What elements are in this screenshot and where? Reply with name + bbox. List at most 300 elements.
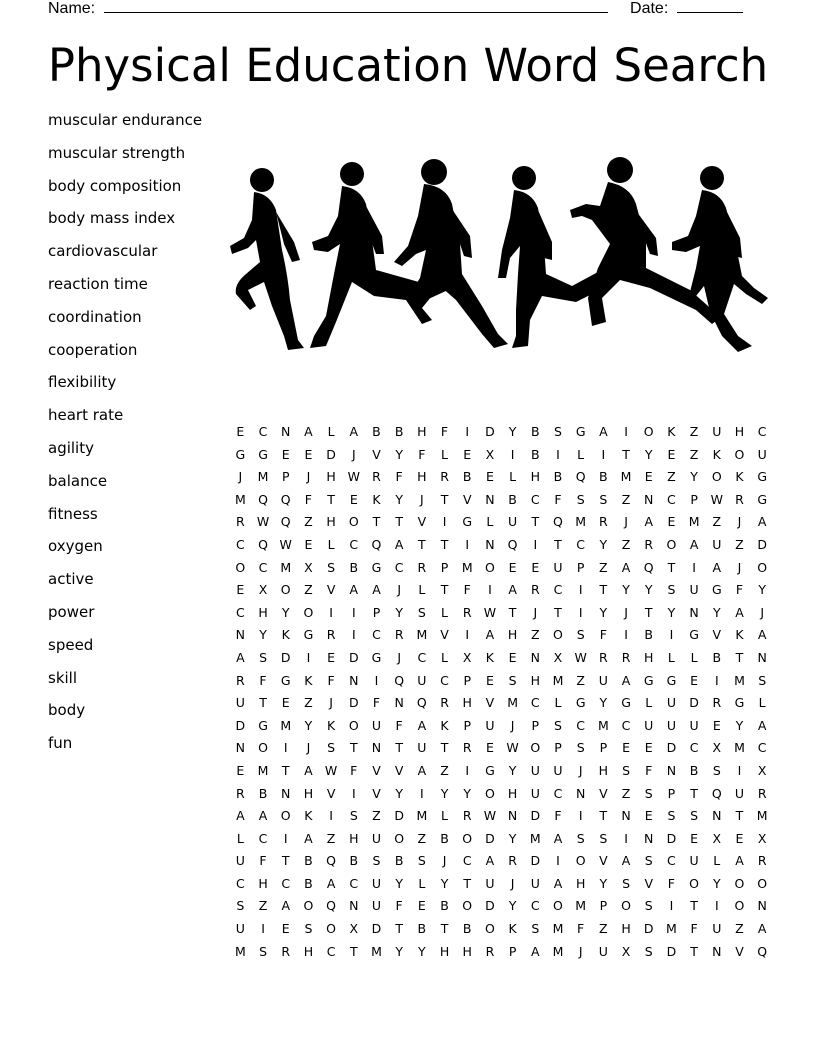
grid-letter[interactable]: X [757,830,767,846]
grid-letter[interactable]: J [397,582,401,598]
grid-letter[interactable]: N [644,491,654,507]
grid-letter[interactable]: Z [576,672,585,688]
grid-letter[interactable]: Q [280,491,291,507]
grid-letter[interactable]: Z [304,582,313,598]
grid-letter[interactable]: J [351,446,356,462]
grid-letter[interactable]: A [417,717,427,733]
grid-letter[interactable]: B [349,559,359,575]
grid-letter[interactable]: E [485,469,494,485]
grid-letter[interactable]: A [258,808,268,824]
grid-letter[interactable]: X [757,762,767,778]
grid-letter[interactable]: E [485,740,494,756]
grid-letter[interactable]: C [667,491,676,507]
grid-letter[interactable]: D [394,808,404,824]
grid-letter[interactable]: Z [712,514,722,530]
grid-letter[interactable]: R [599,514,608,530]
grid-letter[interactable]: T [440,582,449,598]
grid-letter[interactable]: B [599,469,608,485]
grid-letter[interactable]: J [737,514,742,530]
grid-letter[interactable]: L [327,536,335,552]
grid-letter[interactable]: E [417,898,426,914]
grid-letter[interactable]: Y [395,446,403,462]
grid-letter[interactable]: U [666,695,676,711]
grid-letter[interactable]: A [757,717,767,733]
grid-letter[interactable]: L [645,695,653,711]
grid-letter[interactable]: N [712,943,722,959]
grid-letter[interactable]: B [508,491,517,507]
grid-letter[interactable]: M [507,695,518,711]
grid-letter[interactable]: H [575,875,586,891]
grid-letter[interactable]: I [624,830,628,846]
grid-letter[interactable]: Y [667,604,676,620]
grid-letter[interactable]: G [462,514,473,530]
grid-letter[interactable]: N [575,785,586,801]
grid-letter[interactable]: I [556,446,560,462]
grid-letter[interactable]: Z [326,830,336,846]
grid-letter[interactable]: W [710,491,723,507]
grid-letter[interactable]: X [712,830,722,846]
grid-letter[interactable]: J [624,604,628,620]
grid-letter[interactable]: N [349,898,359,914]
grid-letter[interactable]: N [235,627,246,643]
grid-letter[interactable]: I [261,921,265,937]
grid-letter[interactable]: I [329,808,333,824]
grid-letter[interactable]: Z [304,514,313,530]
grid-letter[interactable]: A [326,875,336,891]
grid-letter[interactable]: F [554,491,562,507]
grid-letter[interactable]: V [599,853,608,869]
grid-letter[interactable]: T [644,604,653,620]
grid-letter[interactable]: Y [712,875,721,891]
grid-letter[interactable]: Q [258,536,268,552]
grid-letter[interactable]: U [666,717,676,733]
grid-letter[interactable]: F [554,808,562,824]
name-blank-line[interactable] [104,0,608,13]
grid-letter[interactable]: O [689,875,700,891]
grid-letter[interactable]: L [441,604,449,620]
grid-letter[interactable]: F [350,762,358,778]
grid-letter[interactable]: E [304,536,313,552]
grid-letter[interactable]: U [712,424,722,439]
grid-letter[interactable]: Q [326,898,337,914]
grid-letter[interactable]: M [234,491,246,507]
grid-letter[interactable]: F [690,921,698,937]
grid-letter[interactable]: O [553,898,563,914]
grid-letter[interactable]: A [757,921,767,937]
grid-letter[interactable]: O [326,921,337,937]
grid-letter[interactable]: E [644,469,653,485]
grid-letter[interactable]: R [757,785,767,801]
grid-letter[interactable]: Y [463,785,472,801]
grid-letter[interactable]: H [734,424,745,439]
grid-letter[interactable]: F [395,898,403,914]
grid-letter[interactable]: S [622,875,630,891]
grid-letter[interactable]: I [306,649,311,665]
grid-letter[interactable]: J [397,649,401,665]
grid-letter[interactable]: F [395,717,403,733]
grid-letter[interactable]: B [462,921,472,937]
grid-letter[interactable]: K [440,717,449,733]
grid-letter[interactable]: Q [575,469,586,485]
grid-letter[interactable]: S [349,808,358,824]
grid-letter[interactable]: J [442,853,447,869]
grid-letter[interactable]: V [372,785,381,801]
grid-letter[interactable]: I [465,627,470,643]
grid-letter[interactable]: M [416,808,428,824]
grid-letter[interactable]: U [712,536,722,552]
grid-letter[interactable]: U [553,762,563,778]
grid-letter[interactable]: X [462,649,472,665]
grid-letter[interactable]: Z [735,921,744,937]
grid-letter[interactable]: Y [440,875,449,891]
grid-letter[interactable]: T [554,604,562,620]
grid-letter[interactable]: B [712,649,722,665]
grid-letter[interactable]: Y [644,446,653,462]
grid-letter[interactable]: Z [372,808,381,824]
grid-letter[interactable]: Z [621,536,631,552]
grid-letter[interactable]: A [621,853,631,869]
grid-letter[interactable]: W [483,604,497,620]
grid-letter[interactable]: Y [599,604,608,620]
grid-letter[interactable]: G [757,469,767,485]
grid-letter[interactable]: E [531,559,540,575]
grid-letter[interactable]: Y [395,943,403,959]
grid-letter[interactable]: J [238,469,243,485]
grid-letter[interactable]: I [669,627,674,643]
grid-letter[interactable]: R [440,469,449,485]
grid-letter[interactable]: A [485,627,495,643]
grid-letter[interactable]: B [644,627,653,643]
grid-letter[interactable]: I [351,604,356,620]
grid-letter[interactable]: L [509,469,517,485]
grid-letter[interactable]: C [258,559,268,575]
grid-letter[interactable]: Q [643,559,654,575]
grid-letter[interactable]: I [533,536,538,552]
grid-letter[interactable]: U [371,875,382,891]
grid-letter[interactable]: K [304,808,313,824]
grid-letter[interactable]: D [666,830,677,846]
grid-letter[interactable]: D [757,536,767,552]
grid-letter[interactable]: G [734,695,745,711]
grid-letter[interactable]: T [395,514,403,530]
grid-letter[interactable]: A [485,853,495,869]
grid-letter[interactable]: K [508,921,517,937]
grid-letter[interactable]: D [689,695,699,711]
grid-letter[interactable]: T [440,921,449,937]
grid-letter[interactable]: D [485,830,495,846]
grid-letter[interactable]: K [667,424,676,439]
grid-letter[interactable]: A [304,830,313,846]
grid-letter[interactable]: U [553,559,563,575]
grid-letter[interactable]: V [462,491,472,507]
grid-letter[interactable]: W [506,740,519,756]
grid-letter[interactable]: T [281,853,290,869]
grid-letter[interactable]: V [644,875,653,891]
grid-letter[interactable]: U [371,717,382,733]
grid-letter[interactable]: C [530,695,540,711]
grid-letter[interactable]: U [712,921,722,937]
grid-letter[interactable]: V [394,762,404,778]
grid-letter[interactable]: M [575,514,587,530]
grid-letter[interactable]: L [577,446,585,462]
grid-letter[interactable]: M [529,830,541,846]
grid-letter[interactable]: R [372,469,381,485]
grid-letter[interactable]: V [326,785,336,801]
grid-letter[interactable]: R [485,943,495,959]
grid-letter[interactable]: S [554,717,562,733]
grid-letter[interactable]: S [236,898,245,914]
grid-letter[interactable]: Z [599,921,608,937]
grid-letter[interactable]: M [688,514,700,530]
grid-letter[interactable]: U [734,785,745,801]
grid-letter[interactable]: V [599,785,608,801]
grid-letter[interactable]: R [326,627,336,643]
grid-letter[interactable]: X [258,582,268,598]
grid-letter[interactable]: Z [735,536,744,552]
grid-letter[interactable]: G [666,672,677,688]
grid-letter[interactable]: C [258,424,268,439]
grid-letter[interactable]: L [418,582,426,598]
grid-letter[interactable]: W [324,762,338,778]
grid-letter[interactable]: N [644,830,654,846]
grid-letter[interactable]: K [712,446,721,462]
grid-letter[interactable]: P [690,491,698,507]
grid-letter[interactable]: O [666,536,677,552]
grid-letter[interactable]: G [371,649,382,665]
grid-letter[interactable]: L [554,695,562,711]
grid-letter[interactable]: O [757,875,768,891]
grid-letter[interactable]: A [394,536,404,552]
grid-letter[interactable]: T [395,740,403,756]
grid-letter[interactable]: N [757,649,767,665]
grid-letter[interactable]: P [576,559,585,575]
grid-letter[interactable]: T [667,559,676,575]
date-blank-line[interactable] [677,0,743,13]
grid-letter[interactable]: M [597,717,609,733]
grid-letter[interactable]: P [281,469,290,485]
grid-letter[interactable]: U [530,762,540,778]
grid-letter[interactable]: J [420,491,424,507]
grid-letter[interactable]: S [554,424,562,439]
grid-letter[interactable]: E [281,695,290,711]
grid-letter[interactable]: L [667,649,675,665]
grid-letter[interactable]: I [488,582,492,598]
grid-letter[interactable]: C [235,536,245,552]
grid-letter[interactable]: A [621,559,631,575]
grid-letter[interactable]: I [351,785,356,801]
grid-letter[interactable]: N [485,491,495,507]
grid-letter[interactable]: Z [621,491,631,507]
grid-letter[interactable]: V [440,627,449,643]
grid-letter[interactable]: G [689,627,699,643]
grid-letter[interactable]: B [462,469,472,485]
grid-letter[interactable]: S [531,921,540,937]
grid-letter[interactable]: C [621,717,631,733]
grid-letter[interactable]: E [508,559,517,575]
grid-letter[interactable]: M [575,898,587,914]
grid-letter[interactable]: I [283,830,288,846]
grid-letter[interactable]: S [417,853,426,869]
grid-letter[interactable]: H [326,514,336,530]
grid-letter[interactable]: E [667,514,676,530]
grid-letter[interactable]: J [578,762,583,778]
grid-letter[interactable]: C [757,424,767,439]
grid-letter[interactable]: C [440,672,449,688]
grid-letter[interactable]: L [236,830,244,846]
grid-letter[interactable]: O [734,446,745,462]
grid-letter[interactable]: U [598,943,608,959]
grid-letter[interactable]: R [621,649,631,665]
grid-letter[interactable]: D [485,424,495,439]
grid-letter[interactable]: S [599,830,608,846]
grid-letter[interactable]: Z [258,898,268,914]
grid-letter[interactable]: Y [508,424,517,439]
grid-letter[interactable]: A [553,875,563,891]
grid-letter[interactable]: I [351,627,356,643]
grid-letter[interactable]: F [440,424,449,439]
grid-letter[interactable]: G [235,446,246,462]
grid-letter[interactable]: U [644,717,654,733]
grid-letter[interactable]: U [235,921,245,937]
grid-letter[interactable]: Q [394,672,405,688]
grid-letter[interactable]: P [463,672,471,688]
grid-letter[interactable]: N [371,740,382,756]
grid-letter[interactable]: G [280,672,291,688]
grid-letter[interactable]: H [507,785,518,801]
grid-letter[interactable]: S [576,740,585,756]
grid-letter[interactable]: O [348,717,359,733]
grid-letter[interactable]: S [712,762,721,778]
grid-letter[interactable]: T [259,695,267,711]
grid-letter[interactable]: Y [281,604,290,620]
grid-letter[interactable]: L [690,649,698,665]
grid-letter[interactable]: N [281,785,291,801]
grid-letter[interactable]: Y [304,717,313,733]
grid-letter[interactable]: W [574,649,587,665]
grid-letter[interactable]: Z [689,424,699,439]
grid-letter[interactable]: T [508,604,517,620]
grid-letter[interactable]: D [530,808,541,824]
grid-letter[interactable]: S [644,943,653,959]
grid-letter[interactable]: H [417,469,427,485]
grid-letter[interactable]: H [258,604,268,620]
grid-letter[interactable]: Q [553,514,563,530]
grid-letter[interactable]: D [643,921,654,937]
grid-letter[interactable]: G [643,672,654,688]
grid-letter[interactable]: Z [530,627,540,643]
grid-letter[interactable]: B [304,853,313,869]
grid-letter[interactable]: V [326,582,336,598]
grid-letter[interactable]: U [371,898,382,914]
grid-letter[interactable]: O [575,853,586,869]
grid-letter[interactable]: I [420,785,424,801]
grid-letter[interactable]: O [484,785,495,801]
grid-letter[interactable]: S [304,921,313,937]
grid-letter[interactable]: I [624,424,628,439]
grid-letter[interactable]: S [644,898,653,914]
grid-letter[interactable]: F [372,695,381,711]
grid-letter[interactable]: M [234,943,246,959]
grid-letter[interactable]: K [735,627,744,643]
grid-letter[interactable]: E [349,491,358,507]
grid-letter[interactable]: T [554,536,562,552]
grid-letter[interactable]: P [554,740,562,756]
grid-letter[interactable]: H [303,785,314,801]
grid-letter[interactable]: Z [667,469,676,485]
grid-letter[interactable]: T [463,875,472,891]
grid-letter[interactable]: T [395,921,403,937]
grid-letter[interactable]: P [508,943,517,959]
grid-letter[interactable]: T [690,898,698,914]
grid-letter[interactable]: F [599,627,607,643]
grid-letter[interactable]: S [417,604,426,620]
grid-letter[interactable]: T [440,740,449,756]
grid-letter[interactable]: C [235,604,245,620]
grid-letter[interactable]: Q [757,943,768,959]
grid-letter[interactable]: D [235,717,246,733]
grid-letter[interactable]: N [666,762,677,778]
grid-letter[interactable]: T [418,536,426,552]
grid-letter[interactable]: E [236,762,245,778]
grid-letter[interactable]: M [280,559,292,575]
grid-letter[interactable]: F [259,853,267,869]
grid-letter[interactable]: R [236,785,245,801]
grid-letter[interactable]: I [465,424,470,439]
grid-letter[interactable]: X [485,446,495,462]
grid-letter[interactable]: Y [395,785,403,801]
grid-letter[interactable]: D [485,898,495,914]
grid-letter[interactable]: H [349,830,359,846]
grid-letter[interactable]: O [484,559,495,575]
grid-letter[interactable]: O [530,740,541,756]
grid-letter[interactable]: O [757,559,768,575]
grid-letter[interactable]: S [576,491,585,507]
grid-letter[interactable]: R [462,740,472,756]
grid-letter[interactable]: J [578,943,583,959]
grid-letter[interactable]: U [530,875,540,891]
grid-letter[interactable]: J [510,717,515,733]
grid-letter[interactable]: Y [758,582,766,598]
grid-letter[interactable]: C [689,740,699,756]
grid-letter[interactable]: E [712,717,721,733]
grid-letter[interactable]: S [259,649,267,665]
grid-letter[interactable]: K [372,491,381,507]
grid-letter[interactable]: O [280,582,291,598]
grid-letter[interactable]: D [666,740,677,756]
grid-letter[interactable]: I [465,762,470,778]
grid-letter[interactable]: A [372,582,381,598]
grid-letter[interactable]: P [372,604,381,620]
grid-letter[interactable]: N [530,649,540,665]
grid-letter[interactable]: O [258,740,268,756]
grid-letter[interactable]: Z [689,446,699,462]
grid-letter[interactable]: S [644,785,653,801]
grid-letter[interactable]: P [440,559,449,575]
grid-letter[interactable]: R [440,695,449,711]
grid-letter[interactable]: Q [371,536,382,552]
grid-letter[interactable]: T [440,536,449,552]
grid-letter[interactable]: F [259,672,267,688]
grid-letter[interactable]: P [463,717,471,733]
grid-letter[interactable]: H [644,649,654,665]
grid-letter[interactable]: F [735,582,744,598]
grid-letter[interactable]: O [280,808,291,824]
grid-letter[interactable]: Q [258,491,268,507]
grid-letter[interactable]: C [530,898,540,914]
grid-letter[interactable]: T [531,514,540,530]
grid-letter[interactable]: U [508,514,518,530]
grid-letter[interactable]: F [304,491,312,507]
